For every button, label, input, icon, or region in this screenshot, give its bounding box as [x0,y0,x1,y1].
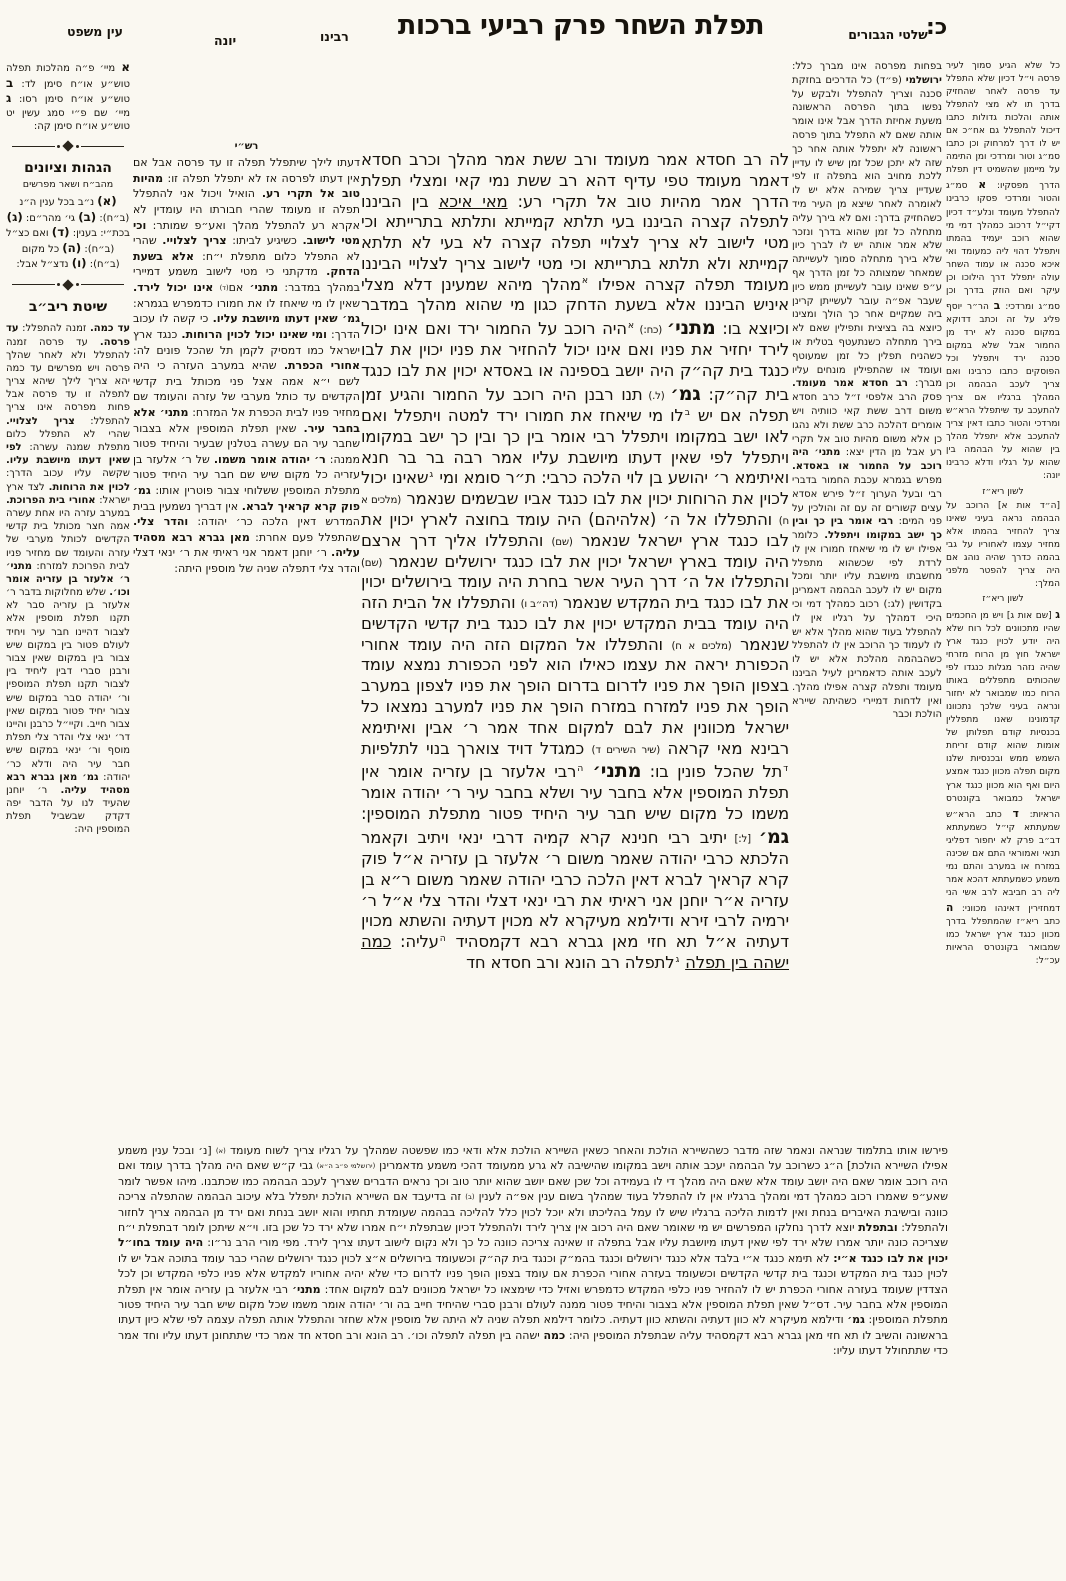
catchword: מתני׳ [666,316,716,340]
text-run: יתיב רבי חנינא קרא קמיה דרבי ינאי ויתיב וקאמר הלכתא כרבי יהודה שאמר משום ר׳ אלעזר בן עזריה א״ל פוק קרא קראיך לברא דאין הלכה כרבי יהודה שאמר משום ר״א בן עזריה א״ר יוחנן אני ראיתי את רבי ינאי דצלי והדר צלי א״ל ר׳ ירמיה לרבי זירא ודילמא מעיקרא לא מכוין דעתיה והשתא מכוין דעתיה א״ל תא חזי מאן גברא רבא דקמסהיד [361,827,789,952]
catchword: מתני׳ אלא בחבר עיר. [133,405,360,435]
rabbeinu-yonah-side-column [792,60,942,1138]
section-letter: (ג) [6,209,23,224]
catchword: ומי שאינו יכול לכוין הרוחות. [181,327,327,341]
hagahot-section [6,194,130,272]
catchword: גמ׳ [847,1313,865,1327]
catchword: היה עומד בחו״ל יכוין את לבו כנגד א״י: [118,1236,948,1265]
text-run: מאי איכא [438,191,508,211]
gloss-marker: ג [675,953,680,965]
catchword: צריך לצלויי. [162,234,227,248]
catchword: גמ׳ מאן גברא רבא מסהיד עליה. [6,771,130,796]
section-letter: א [978,178,987,192]
catchword: לכוין את הרוחות. [48,481,130,493]
text-run: אם [228,281,250,295]
gloss-marker: א [627,319,634,331]
rashi-column [133,140,360,1135]
text-run: פסק הרב אלפסי ז״ל כרב חסדא משום דרב ששת קאי כוותיה ויש אומרים דהלכה כרב ששת ולא נהגו כן אלא משום מהיות טוב אל תקרי רע אבל מן הדין יצא: [792,392,942,459]
text-run: כמגדל דויד צוארך בנוי לתלפיות [361,738,592,758]
text-run: מפרש בגמרא עכבת החמור בדברי רבי ובעל הערוך ז״ל פירש אסדא עצים קשורים זה עם זה והולכין על פני המים: [792,474,942,528]
source-reference: (שם) [551,536,573,548]
text-run: שהרי לא התפלל כלום מתפלת י״ח: [133,234,360,263]
catchword: צריך לצלויי. [6,415,75,427]
text-run: בין הביננו לתפלה קצרה הביננו בעי תלתא קמייתא ותלתא בתרייתא וכי מטי לישוב לא צריך לצלויי תפלה קצרה לא בעי לא תלתא קמייתא ולא תלתא בתרייתא וכי מטי לישוב צריך לצלויי הביננו מעומד תפלה קצרה אפילו [361,191,789,294]
divider-ornament [12,142,124,150]
source-reference: (שיר השירים ד) [591,744,660,756]
section-letter: ב [6,75,14,90]
source-reference: (מלכים א ח) [671,640,732,652]
text-run: רבי אלעזר בן עזריה אומר אין תפלת המוספין אלא בחבר עיר. דס״ל שאין תפלת המוספין אלא בצבור והיחיד פטור ממנה לעולם ורבנן סברי שהיחיד חייב בה ור׳ יהודה אומר משמו שכל מקום שיש חבר עיר היחיד פטור מתפלת המוספין: [118,1282,948,1327]
header-rabbeinu: רבינו [320,29,349,44]
section-letter: ב [993,298,1001,312]
text-run: לו מי שיאחז את חמורו ירד למטה ויתפלל ואם לאו ישב במקומו ויתפלל רבי אומר בין כך ובין כך ישב במקומו ויתפלל לפי שאין דעתו מיושבת עליו אמר רבה בר בר חנא ואיתימא ר׳ יהושע בן לוי הלכה כרבי: ת״ר סומא ומי [361,406,789,488]
text-run: והתפללו אל המקום הזה היה עומד אחורי הכפורת יראה את עצמו כאילו הוא לפני הכפורת נמצא עומד בצפון הופך את פניו לדרום בדרום הופך את פניו לצפון במערב הופך את פניו למזרח במזרח הופך את פניו למערב נמצאו כל ישראל מכוונין את לבם למקום אחד אמר ר׳ אבין ואיתימא רבינא מאי קראה [361,634,789,758]
section-letter: ג [6,91,12,106]
section-label: לשון ריא״ז [982,486,1024,497]
text-run: לצד ארץ ישראל: [6,481,130,506]
header-shiltei-hagiborim: שלטי הגבורים [848,27,928,42]
hagahot-subtitle: מהב״ח ושאר מפרשים [22,178,114,190]
gloss-marker: ג [429,468,433,480]
text-run: [ה״ד אות א] הרוכב על הבהמה נראה בעיני שאינו צריך להחזיר בהמתו אלא מחזיר עצמו לאחוריו על גבי בהמה כדרך שהיה נוהג אם היה צריך להפטר מלפני המלך: [946,500,1060,589]
rashi-text [133,155,360,576]
text-run: כל מקום (ב״ח): [21,243,120,271]
text-run: והתפללו אל הבית הזה היה עומד בבית המקדש יכוין את לבו כנגד בית קדשי הקדשים שנאמר [361,593,789,654]
catchword: אינו יכול לירד. [133,281,214,295]
text-run: שהרי לא התפלל כלום מתפלת שמנה עשרה: [6,428,130,454]
shiltei-hagiborim-column [946,60,1060,1310]
section-letter: ג [1055,607,1060,621]
text-run: עליה: [391,932,439,952]
ein-mishpat-section [6,60,130,133]
text-run: והתפללו אליך דרך ארצם היה עומד בארץ ישראל יכוין את לבו כנגד ירושלים שנאמר [361,530,789,571]
text-run: הואיל ויכול אני להתפלל תפלה זו מעומד שהרי חבורתו היו עומדין לא אקרא רע להתפלל מהלך ואע״פ שמותר: [133,187,360,232]
text-run: כי קשה לו עכוב הדרך: [133,312,360,341]
section-letter: א [115,60,130,74]
catchword: ירושלמי [905,74,942,86]
rashi-label: רש״י [234,141,259,152]
catchword: עד פרסה. [6,323,130,348]
text-run: עד פרסה זמנה להתפלל ולא לאחר שהלך פרסה ויש מפרשים עד כמה יהא צריך לילך שיהא צריך לתפלה זו עד פרסה אבל פחות מפרסה אינו צריך להתפלל: [6,336,130,427]
text-run: כלומר אפילו יש לו מי שיאחז חמורו אין לו לרדת לפי שכשהוא מתפלל מחשבתו מיושבת עליו יותר ומכל מקום יש לו לעכב הבהמה דאמרינן בקדושין (לג:) רכוב כמהלך דמי וכי היכי דמהלך על רגליו אין לו להתפלל בעוד שהוא מהלך אלא יש לו לעמוד כך הרוכב אין לו להתפלל כשהבהמה מהלכת אלא יש לו לעכב אותה כדאמרינן לעיל הביננו מעומד ותפלה קצרה אפילו מהלך. ואין לדחות דמיירי כשהיתה שיירא הולכת וכבר [792,530,942,721]
section-letter: (ד) [51,225,70,240]
text-run: סמ״ג והטור ומרדכי פסקו כרבינו להתפלל מעומד ונלע״ד דכיון דקי״ל דרכוב כמהלך דמי מי שהוא רוכב יעמיד בהמתו ויתפלל דהוי ליה כמעומד ואי איכא סכנה או עמוד השחר עולה יתפלל דרך הילוכו וכן עיקר ואם הוזק בדרך וכן סמ״ג ומרדכי: [946,181,1060,312]
page-title: תפלת השחר פרק רביעי ברכות [397,10,765,41]
source-reference: (שם) [361,557,383,569]
text-run: פירשו אותו בתלמוד שנראה ונאמר שזה מדבר כשהשיירא הולכת והאחר כשאין השיירא הולכת אלא ודאי כמו שפשטה שמהלך על רגליו צריך לשוח מעומד [225,1144,948,1157]
text-run: בכת״י: בענין: [69,228,130,240]
text-run: כשיגיע לביתו: [226,234,303,248]
left-margin-column [6,60,130,990]
catchword: רב חסדא אמר מעומד. [792,378,908,390]
catchword: ובתפלת [858,1220,898,1234]
text-run: שאין לו מי שיאחז לו את חמורו כדמפרש בגמרא: [133,296,360,310]
text-run: דעתו לילך שיתפלל תפלה זו עד פרסה אבל אם אין דעתו לפרסה אז לא יתפלל תפלה זו: [133,156,360,185]
catchword: והדר צלי. [133,515,189,529]
source-reference: (כח:) [634,325,667,337]
catchword: אלא בשעת הדחק. [133,249,360,279]
text-run: ר׳ יוחנן שהעיד לנו על הדבר יפה דקדק שבשביל תפלת המוספין היה: [6,784,130,836]
text-run: זה בדיעבד אם השיירא הולכת יתפלל בלא עיכוב הבהמה שהתפלה צריכה כוונה ובישיבת האיברים בנחת ואין לדמות הליכה ברגליו שיש לו עמל בהליכתו ולא יוכל לכוין כלל להליכה בבהמה שעומדת תחתיו והוא יושב בנחת ואם ירד מן הבהמה צריך לחזור ולהתפלל: [118,1190,948,1234]
text-run: מיי׳ פ״ה מהלכות תפלה טוש״ע או״ח סימן לד: [6,63,130,90]
text-run: [שם אות ג] ויש מן החכמים שהיו מתכוונים לכל רוח שלא היה יודע לכוין כנגד ארץ ישראל חוץ מן הרוח מזרחי שהיה נזהר מגלות כנגדו לפי שהכותים מתפללים באותו הרוח כמו שמבואר לא יחזור ונראה בעיני שלכך נתכוונו קדמונינו שאנו מתפללין בכנסיות קודם תפלותן של אומות שהוא קודם זריחת השמש ממש ובכנסיות שלנו מקום תפלה מכוון כנגד אמצע היום ואף הוא מכוון כנגד ארץ ישראל כמבואר בקונטרס הראיות: [946,610,1060,820]
catchword: מהיות טוב אל תקרי רע. [133,171,360,201]
catchword: לפי שאין דעתו מיושבת עליו. [6,442,130,467]
text-run: (פ״ד) כל הדרכים בחזקת סכנה וצריך להתפלל ולבקש על נפשו בתוך הפרסה הראשונה משעת אחיזת הדרך אבל אינו אומר אותה שאם לא התפלל בתוך פרסה ראשונה לא יתפלל אותה אחר כך שזה לא יתכן שכל זמן שיש לו עדיין ללכת מחויב הוא בתפלה זו לפי שעדיין צריך שמירה אלא יש לו לאומרה לאחר שיצא מן העיר מיד כשהחזיק בדרך: ואם לא בירך עליה מתחלה כל זמן שהוא בדרך ונזכר שלא אמר אותה יש לו לברך כיון שלא בירך מתחלה סמוך לעשייתה שמאחר שמצותה כל זמן הדרך אף ע״פ שאינו עובר לעשייתן ממש כיון שעבר אפ״ה עובר לעשייתן קרינן ביה שמקיים אחר כך הולך ומצינו כיוצא בה בציצית ותפילין שאם לא בירך מתחלה כשנתעטף בטלית או כשהניח תפלין כל זמן שמעוטף ועומד או שהתפילין מונחים עליו מברך: [792,74,942,390]
source-reference: (ל.) [642,390,671,402]
gloss-marker: ב [684,406,690,418]
header-ein-mishpat: עין משפט [67,24,123,39]
text-run: נדצ״ל אבל: [16,259,72,271]
text-run: שאינו יכול לכוין את הרוחות יכוין את לבו כנגד אביו שבשמים שנאמר [361,468,789,509]
hagahot-title: הגהות וציונים [24,160,112,177]
text-run: שלש מחלוקות בדבר ר׳ אלעזר בן עזריה סבר לא תקנו תפלת מוספין אלא לצבור דהיינו חבר עיר ויחיד לעולם פטור בין במקום שיש צבור בין במקום שאין צבור ורבנן סברי דבין ליחיד בין לצבור תקנו תפלת המוספין ור׳ יהודה סבר במקום שיש צבור יחיד פטור במקום שאין צבור חייב. וקיי״ל כרבנן והיינו דר׳ ינאי צלי והדר צלי תפלת מוסף ור׳ ינאי במקום שיש חבר עיר היה ודלא כר׳ יהודה: [6,587,130,783]
text-run: כנגד ארץ ישראל כמו דמסיק לקמן תל שהכל פונים לה: [133,327,360,357]
gloss-marker: א [581,275,588,287]
source-reference: (מלכים א ח) [361,494,789,527]
header-yonah: יונה [214,33,237,48]
text-run: לה רב חסדא אמר מעומד ורב ששת אמר מהלך וכרב חסדא דאמר מעומד טפי עדיף דהא רב ששת נמי קאי ומצלי תפלת הדרך אמר מהיות טוב אל תקרי רע: [361,150,789,211]
text-run: יוצא לדרך נחלקו המפרשים יש מי שאומר שאם היה רכוב אין צריך לירד ולהתפלל דכיון שבתפלת י״ח אמרו שלא ירד כל שכן בזו. וי״א שיתכן לומר דבתפלת י״ח שצריכה כונה יותר אמרו שלא ירד לפי שאין דעתו מיושבת עליו אבל בתפלה זו שאינה צריכה כוונה כל כך ולא נקום לישוב דעתו צריך לירד. מפי מורי הרב נר״ו: [118,1220,948,1250]
text-run: כל שלא הגיע סמוך לעיר פרסה וי״ל דכיון שלא התפלל עד פרסה לאחר שהחזיק בדרך תו לא מצי להתפלל אותה והלכות גדולות כתבו דיכול להתפלל גם אח״כ אם יש לו דרך למרחוק וכן כתבו סמ״ג וטור ומרדכי ומן התימה על מיימון שהשמיט דין תפלת הדרך מפסקיו: [946,61,1060,192]
text-run: לא תימא כנגד א״י בלבד אלא כנגד ירושלים וכנגד בהמ״ק וכנגד בית קה״ק וכשעומד בירושלים א״צ לכוין כנגד ירושלים שהרי כבר עומד בתוכה אבל יש לו לכוין כנגד בית המקדש וכנגד בית קדשי הקדשים וכשעומד בעזרה אחורי הכפרת אם עומד בצפון הופך פניו לדרום כדי שלא יהיה אחוריו למקדש אלא פניו כלפי המקדש וכן לכל הצדדין שעומד בעזרה אחורי הכפרת יש לו להחזיר פניו כלפי המקדש כדמפרש ואזיל כדי שימצאו כל ישראל מכוונים לבם למקום אחד: [118,1251,948,1296]
text-run: נ״ב בכל ענין ה״נ (ב״ח): [19,197,130,224]
source-reference: (ירושלמי פ״ב ה״א) [316,1162,376,1171]
text-run: שקשה עליו עכוב הדרך: [6,468,130,480]
text-run: הר״ר יוסף פליג על זה וכתב דדוקא במקום סכנה לא ירד מן החמור אבל שלא במקום סכנה ירד ויתפלל וכל הפוסקים כתבו כרבינו ואם צריך לעכב הבהמה וכן המהלך ברגליו אם צריך להתעכב עד שיתפלל הרא״ש ומרדכי והטור כתבו דאין צריך להתעכב אלא יתפלל מהלך בין שהוא על הבהמה בין שהוא על רגליו ודלא כרבינו יונה: [946,301,1060,482]
catchword: גמ׳ [758,824,789,848]
catchword: מאן גברא רבא מסהיד עליה. [133,530,360,560]
text-run: כמה ישהה בין תפלה [361,932,789,972]
source-reference: [ל:] [726,833,759,845]
catchword: גמ׳ פוק קרא קראיך לברא. [133,483,360,513]
text-run: טוש״ע או״ח סימן רסו: [11,94,130,106]
catchword: כמה [543,1328,566,1342]
text-run: מדקתני כי מטי לישוב משמע דמיירי במהלך במדבר: [133,265,360,295]
section-label: לשון ריא״ז [982,593,1024,604]
catchword: וכי מטי לישוב. [133,218,360,248]
text-run: ואם כצ״ל (ב״ח): [6,228,115,255]
catchword: רבי אומר בין כך ובין כך ישב במקומו ויתפלל. [792,516,942,542]
text-run: [נ׳ ובכל ענין משמע אפילו השיירא הולכת] ה״ג כשרוכב על הבהמה יעכב אותה וישב במקומו שהישיבה לא גרע ממעומד דהכי משמע מדאמרינן [118,1144,948,1173]
shitat-rivav-title: שיטת ריב״ב [28,298,108,315]
section-letter: ד [1012,806,1019,820]
section-letter: (א) [97,194,117,209]
rabbeinu-yonah-bottom-block [118,1143,948,1575]
catchword: ר׳ יהודה אומר משמו. [213,452,326,466]
catchword: עד כמה. [89,323,130,335]
text-run: רבי אלעזר בן עזריה אומר אין תפלת המוספין אלא בחבר עיר ושלא בחבר עיר ר׳ יהודה אומר משמו כל מקום שיש חבר עיר היחיד פטור מתפלת המוספין: [361,762,789,824]
daf-number: כ: [926,15,948,40]
text-run: גבי ק״ש שאם היה מהלך בדרך עומד ואם היה רוכב אומר שאם היה יושב עומד אלא שאם היה מהלך די לו בעמידה וכל שכן שאם יושב שהוא יותר טוב וכך נראים הדברים שצריך לעכב הבהמה כמו שכתבנו. מיהו אפשר לומר שאע״פ שאמרו רכוב כמהלך דמי ומהלך ברגליו אין לו להתפלל בעוד שמהלך בשום ענין אפ״ה לענין [118,1159,948,1204]
gloss-marker: ה [577,762,584,774]
text-run: תנו רבנן היה רוכב על החמור והגיע זמן תפלה אם יש [361,384,789,426]
text-run: לתפלה רב הונא ורב חסדא חד [466,953,675,972]
gloss-marker: ד [783,762,788,774]
section-letter: (ה) [62,240,82,255]
text-run: מהלך מיהא שמעינן דלא מצלי איניש הביננו אלא בשעת הדחק כגון מי שהוא מהלך במדבר וכיוצא בו: [361,274,789,339]
text-run: שאין תפלת המוספין אלא בצבור שחבר עיר הם עשרה בטלנין שבעיר והיחיד פטור ממנה: [133,421,360,466]
catchword: אחורי בית הפרוכת. [6,494,96,506]
gloss-marker: ה [439,932,446,944]
catchword: מתני׳ היה רוכב על החמור או באסדא. [792,447,942,473]
catchword: מתני׳ [592,759,642,783]
shitat-rivav-section [6,322,130,836]
text-run: ישהה בין תפלה לתפלה וכו׳. רב הונא ורב חסדא חד אמר כדי שתתחונן דעתו עליו וחד אמר כדי שתתחולל דעתו עליו: [118,1328,948,1358]
text-run: מיי׳ שם פ״י סמג עשין יט טוש״ע או״ח סימן קה: [6,107,130,132]
text-run: ר׳ יוחנן דאמר אני ראיתי את ר׳ ינאי דצלי והדר צלי דתפלה שניה של מוספין היתה: [133,546,360,576]
text-run: של ר׳ אלעזר בן עזריה כל מקום שיש שם חבר עיר היחיד פטור מתפלת המוספין ששלוחי צבור פוטרין אותו: [133,452,360,497]
text-run: שהיא במערב העזרה כי היה לשם י״א אמה אצל פני מכותל בית קדשי הקדשים עד כותל מערבי של עזרה והעומד שם מחזיר פניו לבית הכפרת אל המזרח: [133,359,360,419]
source-reference: (ב) [465,1193,475,1202]
source-reference: (א) [215,1147,226,1156]
catchword: מתני׳ [292,1282,321,1296]
section-letter: ה [946,900,954,914]
text-run: היה רוכב על החמור ירד ואם אינו יכול לירד יחזיר את פניו ואם אינו יכול להחזיר את פניו יכוין את לבו כנגד בית קה״ק היה יושב בספינה או באסדא יכוין את לבו כנגד בית קה״ק: [361,319,789,404]
text-run: והתפללו אל ה׳ (אלהיהם) היה עומד בחוצה לארץ יכוין את לבו כנגד ארץ ישראל שנאמר [361,509,789,550]
text-run: תל שהכל פונין בו: [641,762,783,782]
source-reference: (דה״ב ו) [520,598,558,610]
text-run: במערב עזרה היו אחת עשרה אמה חצר מכותל בית קדשי הקדשים לכותל מערבי של עזרה והעומד שם מחזיר פניו לבית הפרוכת למזרח: [6,507,130,572]
catchword: אחורי הכפרת. [283,359,360,373]
text-run: אין דבריך נשמעין בבית המדרש דאין הלכה כר׳ יהודה: [133,499,360,529]
text-run: שהתפלל פעם אחרת: [249,530,360,544]
catchword: גמ׳ שאין דעתו מיושבת עליו. [212,312,360,326]
text-run: והתפללו אל ה׳ דרך העיר אשר בחרת היה עומד בירושלים יכוין את לבו כנגד בית המקדש שנאמר [361,572,789,613]
catchword: מתני׳ [249,281,279,295]
divider-ornament [12,281,124,289]
catchword: גמ׳ [670,381,701,405]
catchword: מתני׳ ר׳ אלעזר בן עזריה אומר וכו׳. [6,560,130,599]
section-letter: (ו) [71,256,87,271]
text-run: זמנה להתפלל: [18,323,90,335]
text-run: כתב הרא״ש שמעתתא קי״ל כשמעתתא דב״ב פרק לא יחפור דפליגי תנאי ואמוראי התם אם שכינה במזרח או במערב והתם נמי משמע כשמעתתא דהכא אמר ליה רב חביבא לרב אשי הני דמחזירין דאינהו מכווני: [946,809,1060,914]
text-run: ודילמא מעיקרא לא כוון דעתיה והשתא כוון דעתיה. כלומר דילמא תפלה שניה לא היתה של מוספין אלא שחזר והתפלל אותה תפלה עצמה לפי שלא כיון דעתו בראשונה והשיב לו תא חזי מאן גברא רבא דקמסהיד עליה שבתפלת המוספין היה: [118,1313,948,1342]
source-reference: (ד) [219,284,229,293]
text-run: בפחות מפרסה אינו מברך כלל: [792,61,942,72]
text-run: כתב ריא״ז שהמתפלל בדרך מכוון כנגד ארץ ישראל כמו שמבואר בקונטרס הראיות עכ״ל: [946,917,1060,967]
rif-text-column [361,150,789,1135]
text-run [584,762,592,781]
section-letter: (ב) [78,209,97,224]
text-run: גי׳ מהר״ם: [22,212,79,224]
